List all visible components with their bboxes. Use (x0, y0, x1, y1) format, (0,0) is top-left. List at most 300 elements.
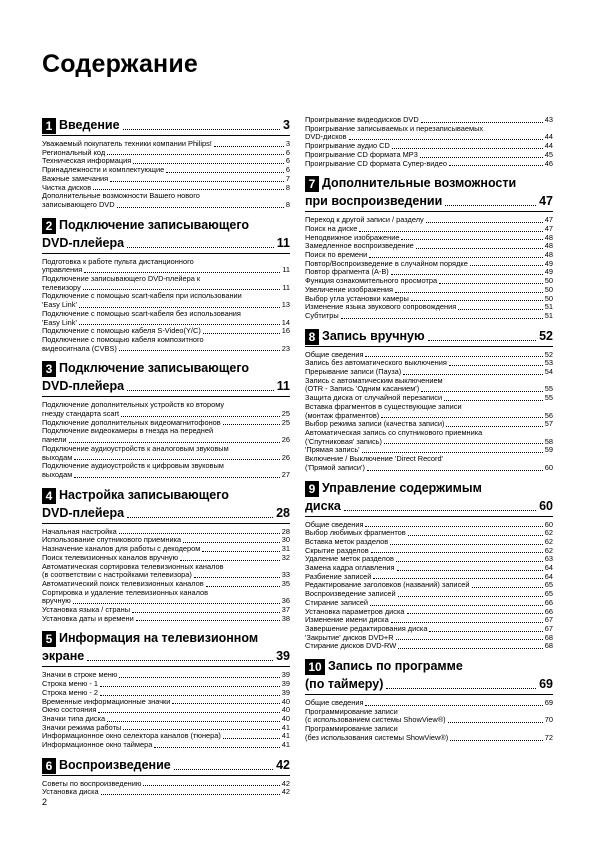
dot-leader (365, 705, 542, 706)
entry-title: вручную (42, 596, 71, 606)
toc-entry[interactable] (305, 312, 553, 321)
entry-page-number: 55 (544, 384, 553, 394)
entry-title: Воспроизведение записей (305, 589, 396, 599)
entry-page-number: 68 (544, 632, 553, 642)
entry-title: Подготовка к работе пульта дистанционного (42, 256, 194, 266)
entry-page-number: 51 (544, 302, 553, 312)
dot-leader (101, 794, 280, 795)
entry-title: Чистка дисков (42, 182, 92, 192)
section-heading-line (305, 657, 553, 675)
section-heading-line (42, 486, 290, 504)
entry-page-number: 53 (544, 358, 553, 368)
entry-text-block (305, 312, 553, 321)
entry-title: Информационное окно селектора каналов (тюнера) (42, 731, 221, 741)
entry-last-line (42, 615, 290, 624)
entry-title: Подключение аудиоустройств к аналоговым звуковым (42, 443, 229, 453)
entry-page-number: 44 (544, 141, 553, 151)
section-heading-text: Запись вручную (322, 328, 425, 343)
dot-leader (119, 350, 280, 351)
entry-page-number: 48 (544, 250, 553, 260)
dot-leader (166, 172, 284, 173)
entry-title: (монтаж фрагментов) (305, 410, 380, 420)
section-heading[interactable] (42, 116, 290, 136)
entry-page-number: 51 (544, 310, 553, 320)
dot-leader (117, 207, 284, 208)
dot-leader (84, 272, 280, 273)
entry-page-number: 6 (285, 147, 290, 157)
dot-leader (391, 274, 543, 275)
entry-text-block (305, 160, 553, 169)
toc-entry[interactable] (42, 741, 290, 750)
entry-text-block (42, 788, 290, 797)
dot-leader (180, 560, 280, 561)
entry-title: Стирание записей (305, 597, 369, 607)
dot-leader (100, 695, 280, 696)
entry-title: Программирование записи (305, 706, 398, 716)
entry-title: Переход к другой записи / разделу (305, 215, 424, 225)
section-heading-line (42, 377, 290, 395)
dot-leader (398, 648, 543, 649)
entry-title: Замедленное воспроизведение (305, 241, 414, 251)
entry-page-number: 8 (285, 182, 290, 192)
entry-page-number: 41 (281, 740, 290, 750)
section-heading[interactable] (42, 216, 290, 254)
entry-page-number: 64 (544, 571, 553, 581)
entry-title: Принадлежности и комплектующие (42, 165, 165, 175)
toc-entry[interactable] (42, 310, 290, 327)
toc-entry[interactable] (42, 615, 290, 624)
entry-title: Вставка фрагментов в существующие записи (305, 401, 462, 411)
dot-leader (371, 552, 543, 553)
entry-page-number: 40 (281, 696, 290, 706)
entry-title: Проигрывание видеодисков DVD (305, 115, 419, 124)
dot-leader (107, 721, 280, 722)
dot-leader (403, 374, 543, 375)
entry-page-number: 25 (281, 409, 290, 419)
entry-page-number: 14 (281, 317, 290, 327)
entry-text-block (305, 708, 553, 725)
dot-leader (123, 129, 280, 130)
entry-last-line (42, 741, 290, 750)
entry-title: Изменение языка звукового сопровождения (305, 302, 457, 312)
entry-page-number: 42 (281, 778, 290, 788)
entry-page-number: 32 (281, 552, 290, 562)
toc-section (305, 116, 553, 168)
entry-title: Увеличение изображения (305, 284, 394, 294)
entry-title: Поиск телевизионных каналов вручную (42, 552, 179, 562)
section-number-badge: 7 (305, 176, 319, 192)
entry-page-number: 50 (544, 284, 553, 294)
entry-page-number: 8 (285, 199, 290, 209)
section-heading[interactable] (305, 657, 553, 695)
entry-page-number: 65 (544, 580, 553, 590)
entry-page-number: 45 (544, 149, 553, 159)
dot-leader (428, 340, 536, 341)
entry-title: Общие сведения (305, 698, 364, 708)
entry-title: Советы по воспроизведению (42, 778, 142, 788)
entry-last-line (42, 788, 290, 797)
entry-list (305, 699, 553, 743)
entry-list (305, 216, 553, 320)
dot-leader (98, 712, 279, 713)
dot-leader (449, 365, 543, 366)
dot-leader (365, 356, 542, 357)
dot-leader (449, 165, 543, 166)
entry-last-line (305, 734, 553, 743)
entry-title: Запись с автоматическим выключением (305, 375, 443, 385)
toc-section (42, 216, 290, 354)
section-heading[interactable] (305, 327, 553, 347)
entry-text-block (305, 303, 553, 312)
section-number-badge: 6 (42, 758, 56, 774)
entry-page-number: 43 (544, 115, 553, 124)
toc-entry[interactable] (42, 427, 290, 444)
dot-leader (83, 289, 281, 290)
dot-leader (79, 324, 280, 325)
section-heading-line (42, 629, 290, 647)
section-heading[interactable] (42, 756, 290, 776)
entry-list (42, 140, 290, 210)
dot-leader (444, 400, 543, 401)
toc-entry[interactable] (305, 725, 553, 742)
section-page-number: 69 (539, 677, 553, 692)
entry-page-number: 26 (281, 452, 290, 462)
entry-page-number: 48 (544, 241, 553, 251)
entry-last-line (305, 303, 553, 312)
entry-text-block (305, 429, 553, 446)
dot-leader (132, 612, 280, 613)
entry-title: записывающего DVD (42, 199, 115, 209)
entry-text-block (42, 445, 290, 462)
entry-title: Разбиение записей (305, 571, 372, 581)
entry-page-number: 59 (544, 445, 553, 455)
entry-title: Подключение с помощью кабеля S-Video(Y/C) (42, 326, 201, 336)
dot-leader (93, 189, 284, 190)
entry-title: Подключение дополнительных устройств ко второму (42, 400, 225, 410)
dot-leader (421, 122, 543, 123)
section-heading-line (42, 647, 290, 665)
entry-page-number: 49 (544, 258, 553, 268)
entry-title: Поиск по времени (305, 250, 368, 260)
entry-text-block (42, 401, 290, 418)
entry-last-line (305, 642, 553, 651)
entry-title: Защита диска от случайной перезаписи (305, 393, 443, 403)
entry-page-number: 11 (282, 282, 290, 292)
entry-title: видеосигнала (CVBS) (42, 343, 117, 353)
entry-page-number: 60 (544, 519, 553, 529)
entry-page-number: 30 (281, 535, 290, 545)
entry-title: Уважаемый покупатель техники компании Philips! (42, 139, 212, 148)
dot-leader (69, 442, 280, 443)
entry-title: ('Спутниковая' запись) (305, 436, 382, 446)
entry-page-number: 7 (285, 173, 290, 183)
entry-page-number: 40 (281, 713, 290, 723)
entry-text-block (42, 615, 290, 624)
entry-text-block (42, 192, 290, 209)
entry-page-number: 55 (544, 393, 553, 403)
section-heading-text: DVD-плейера (42, 235, 125, 250)
toc-entry[interactable] (42, 445, 290, 462)
section-heading-text: Введение (59, 118, 120, 132)
entry-page-number: 13 (281, 300, 290, 310)
dot-leader (396, 561, 543, 562)
dot-leader (390, 544, 543, 545)
entry-page-number: 64 (544, 563, 553, 573)
section-heading-line (305, 174, 553, 192)
entry-title: Подключение с помощью кабеля композитного (42, 334, 204, 344)
dot-leader (127, 390, 274, 391)
entry-last-line (42, 345, 290, 354)
dot-leader (392, 148, 543, 149)
dot-leader (391, 622, 543, 623)
entry-title: Информационное окно таймера (42, 740, 153, 750)
section-heading-line (42, 504, 290, 522)
entry-title: Подключение дополнительных видеомагнитофонов (42, 417, 221, 427)
entry-text-block (305, 403, 553, 420)
dot-leader (365, 526, 542, 527)
entry-page-number: 35 (281, 578, 290, 588)
entry-text-block (42, 292, 290, 309)
section-heading-text: Информация на телевизионном (59, 631, 259, 646)
toc-column-right (305, 116, 553, 749)
entry-text-block (42, 336, 290, 353)
section-heading[interactable] (42, 359, 290, 397)
entry-page-number: 63 (544, 554, 553, 564)
entry-page-number: 27 (281, 469, 290, 479)
dot-leader (470, 265, 543, 266)
section-page-number: 47 (539, 194, 553, 209)
entry-text-block (42, 589, 290, 606)
entry-title: Подключение с помощью scart-кабеля при использовании (42, 291, 242, 301)
entry-text-block (42, 275, 290, 292)
section-heading[interactable] (42, 629, 290, 667)
entry-title: (без использования системы ShowView®) (305, 732, 449, 742)
dot-leader (110, 181, 284, 182)
entry-list (305, 521, 553, 652)
dot-leader (100, 686, 280, 687)
entry-title: Техническая информация (42, 156, 132, 166)
entry-page-number: 48 (544, 232, 553, 242)
entry-title: Общие сведения (305, 519, 364, 529)
page-title: Содержание (42, 50, 199, 78)
dot-leader (172, 703, 279, 704)
entry-title: Автоматическая сортировка телевизионных каналов (42, 561, 224, 571)
toc-entry[interactable] (305, 125, 553, 142)
dot-leader (386, 688, 536, 689)
section-heading[interactable] (305, 479, 553, 517)
section-page-number: 11 (276, 235, 290, 250)
section-page-number: 42 (276, 757, 290, 772)
entry-text-block (305, 125, 553, 142)
entry-page-number: 25 (281, 417, 290, 427)
entry-title: ('Прямой записи') (305, 462, 365, 472)
entry-title: Выбор режима записи (качества записи) (305, 419, 445, 429)
entry-title: Окно состояния (42, 705, 97, 715)
page-number: 2 (42, 797, 48, 807)
dot-leader (214, 146, 284, 147)
dot-leader (341, 318, 543, 319)
entry-page-number: 54 (544, 367, 553, 377)
entry-title: Общие сведения (305, 349, 364, 359)
section-heading-text: DVD-плейера (42, 505, 125, 520)
entry-list (42, 780, 290, 797)
entry-title: Подключение с помощью scart-кабеля без использования (42, 308, 241, 318)
dot-leader (448, 722, 543, 723)
dot-leader (136, 620, 280, 621)
toc-entry[interactable] (305, 642, 553, 651)
entry-page-number: 44 (544, 132, 553, 142)
section-heading-line (305, 327, 553, 345)
toc-entry[interactable] (305, 303, 553, 312)
dot-leader (445, 205, 536, 206)
entry-title: 'Прямая запись' (305, 445, 360, 455)
section-number-badge: 1 (42, 118, 56, 134)
section-heading-line (305, 192, 553, 210)
section-number-badge: 2 (42, 218, 56, 234)
toc-entry[interactable] (42, 788, 290, 797)
dot-leader (370, 605, 543, 606)
toc-section (305, 174, 553, 320)
dot-leader (421, 391, 543, 392)
section-heading-line (42, 234, 290, 252)
toc-entry[interactable] (305, 429, 553, 446)
entry-title: Автоматическая запись со спутникового приемника (305, 427, 483, 437)
entry-last-line (42, 471, 290, 480)
entry-page-number: 33 (281, 570, 290, 580)
entry-title: Проигрывание записываемых и перезаписываемых (305, 123, 484, 133)
entry-page-number: 37 (281, 605, 290, 615)
entry-title: Сортировка и удаление телевизионных каналов (42, 587, 209, 597)
dot-leader (416, 248, 543, 249)
section-number-badge: 10 (305, 659, 325, 675)
dot-leader (183, 542, 280, 543)
section-number-badge: 8 (305, 329, 319, 345)
entry-page-number: 66 (544, 597, 553, 607)
toc-entry[interactable] (42, 401, 290, 418)
toc-entry[interactable] (42, 563, 290, 580)
entry-text-block (305, 642, 553, 651)
toc-section (305, 479, 553, 652)
dot-leader (223, 738, 280, 739)
toc-entry[interactable] (42, 258, 290, 275)
section-heading[interactable] (42, 486, 290, 524)
dot-leader (73, 603, 280, 604)
dot-leader (123, 729, 279, 730)
entry-page-number: 67 (544, 623, 553, 633)
toc-section (42, 359, 290, 479)
section-heading-text: Воспроизведение (59, 757, 171, 772)
section-heading-text: Дополнительные возможности (322, 176, 517, 191)
toc-section (42, 756, 290, 797)
entry-title: телевизору (42, 282, 81, 292)
entry-page-number: 46 (544, 158, 553, 168)
entry-page-number: 41 (281, 722, 290, 732)
toc-entry[interactable] (305, 455, 553, 472)
dot-leader (202, 551, 279, 552)
toc-section (42, 629, 290, 749)
dot-leader (367, 470, 543, 471)
section-heading-text: Управление содержимым (322, 480, 482, 495)
section-heading-text: при воспроизведении (305, 194, 443, 209)
entry-title: 'Easy Link' (42, 317, 77, 327)
entry-page-number: 39 (281, 670, 290, 680)
entry-title: Замена кадра оглавления (305, 563, 395, 573)
toc-section (42, 116, 290, 210)
entry-list (305, 116, 553, 168)
entry-title: Вставка меток разделов (305, 536, 389, 546)
entry-title: Удаление меток разделов (305, 554, 394, 564)
entry-title: выходам (42, 452, 73, 462)
toc-entry[interactable] (305, 160, 553, 169)
entry-page-number: 16 (281, 326, 290, 336)
entry-title: управления (42, 265, 83, 275)
entry-title: Установка языка / страны (42, 605, 131, 615)
toc-entry[interactable] (305, 403, 553, 420)
dot-leader (381, 417, 543, 418)
entry-page-number: 39 (281, 679, 290, 689)
dot-leader (429, 631, 542, 632)
toc-entry[interactable] (42, 462, 290, 479)
toc-entry[interactable] (305, 708, 553, 725)
entry-title: Запись без автоматического выключения (305, 358, 447, 368)
dot-leader (194, 577, 280, 578)
section-number-badge: 3 (42, 361, 56, 377)
entry-page-number: 38 (281, 613, 290, 623)
section-heading-text: Подключение записывающего (59, 361, 249, 376)
entry-title: выходам (42, 469, 73, 479)
toc-entry[interactable] (42, 292, 290, 309)
entry-title: Подключение видеокамеры в гнезда на передней (42, 426, 214, 436)
dot-leader (74, 459, 279, 460)
entry-page-number: 47 (544, 223, 553, 233)
entry-page-number: 36 (281, 596, 290, 606)
dot-leader (174, 769, 273, 770)
section-heading-text: Подключение записывающего (59, 217, 249, 232)
entry-title: Важные замечания (42, 173, 109, 183)
toc-entry[interactable] (42, 589, 290, 606)
entry-title: 'Easy Link' (42, 300, 77, 310)
dot-leader (79, 307, 280, 308)
dot-leader (127, 247, 274, 248)
entry-page-number: 47 (544, 215, 553, 225)
toc-entry[interactable] (42, 192, 290, 209)
toc-entry[interactable] (305, 377, 553, 394)
section-heading-line (42, 116, 290, 134)
entry-list (42, 401, 290, 479)
entry-page-number: 50 (544, 293, 553, 303)
entry-list (42, 258, 290, 354)
section-heading-text: Настройка записывающего (59, 487, 229, 502)
entry-text-block (305, 725, 553, 742)
toc-entry[interactable] (42, 336, 290, 353)
entry-title: 'Закрытие' дисков DVD+R (305, 632, 394, 642)
dot-leader (395, 292, 543, 293)
section-heading[interactable] (305, 174, 553, 212)
dot-leader (407, 613, 543, 614)
entry-title: Начальная настройка (42, 526, 117, 536)
toc-entry[interactable] (42, 275, 290, 292)
entry-page-number: 68 (544, 641, 553, 651)
section-page-number: 52 (539, 328, 553, 343)
entry-page-number: 28 (281, 526, 290, 536)
dot-leader (411, 300, 543, 301)
toc-column-left (42, 116, 290, 803)
dot-leader (344, 510, 536, 511)
entry-title: Установка параметров диска (305, 606, 405, 616)
entry-page-number: 39 (281, 687, 290, 697)
dot-leader (119, 533, 280, 534)
toc-section (305, 327, 553, 473)
